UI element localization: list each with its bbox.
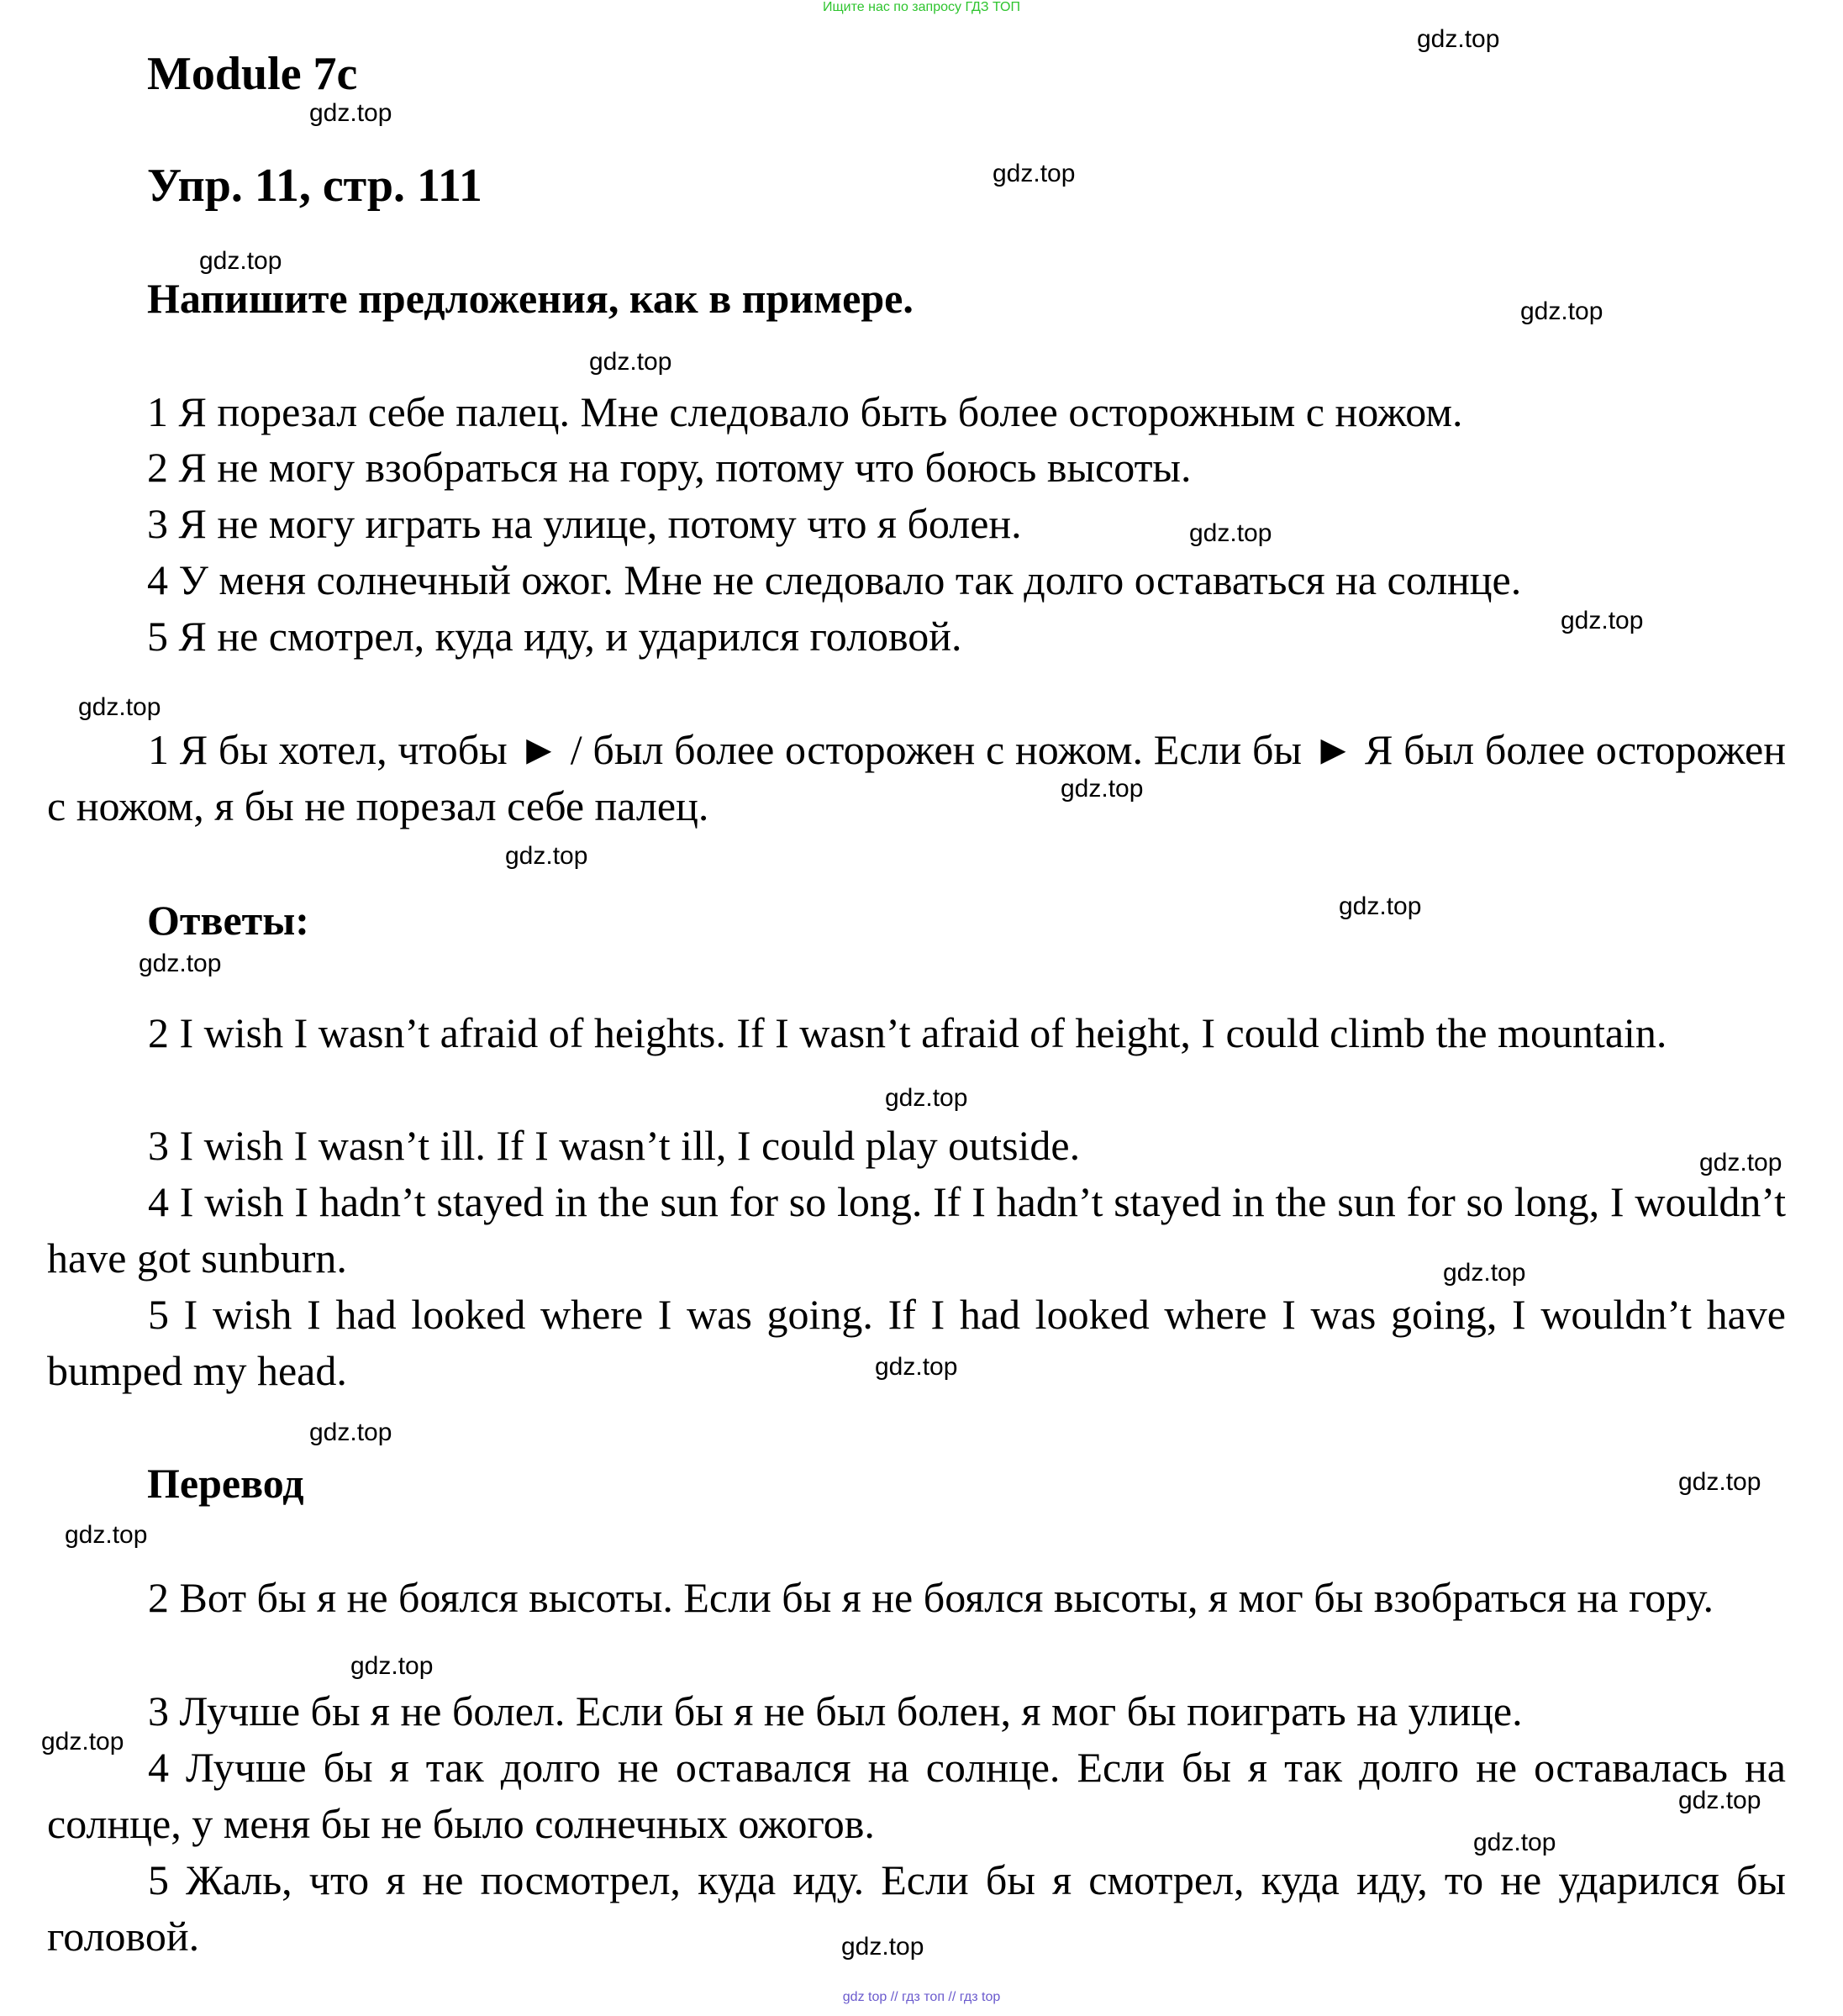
watermark: gdz.top: [1189, 519, 1272, 547]
translation-text: 2 Вот бы я не боялся высоты. Если бы я не боялся высоты, я мог бы взобраться на гору.: [148, 1574, 1714, 1621]
watermark: gdz.top: [885, 1084, 968, 1112]
answers-title: Ответы:: [147, 897, 309, 944]
answer-text: 5 I wish I had looked where I was going. If I had looked where I was going, I wouldn’t have bumped my head.: [47, 1291, 1786, 1394]
watermark: gdz.top: [505, 842, 588, 870]
answer-paragraph-2: [47, 1005, 1786, 1061]
watermark: gdz.top: [41, 1728, 124, 1755]
watermark: gdz.top: [65, 1521, 148, 1549]
translation-text: 5 Жаль, что я не посмотрел, куда иду. Если бы я смотрел, куда иду, то не ударился бы головой.: [47, 1856, 1786, 1960]
task-line-3: 3 Я не могу играть на улице, потому что я болен.: [147, 500, 1022, 547]
watermark: gdz.top: [841, 1933, 924, 1961]
watermark: gdz.top: [309, 1419, 392, 1446]
answer-paragraph-3: [47, 1118, 1786, 1174]
bottom-banner: gdz top // гдз топ // гдз top: [842, 1990, 1001, 2004]
task-line-1: 1 Я порезал себе палец. Мне следовало быть более осторожным с ножом.: [147, 388, 1463, 435]
watermark: gdz.top: [309, 99, 392, 127]
answer-text: 4 I wish I hadn’t stayed in the sun for so long. If I hadn’t stayed in the sun for so long, I wouldn’t have got sunburn.: [47, 1178, 1786, 1282]
instruction: Напишите предложения, как в примере.: [147, 275, 914, 322]
watermark: gdz.top: [1339, 892, 1422, 920]
watermark: gdz.top: [1417, 25, 1500, 53]
watermark: gdz.top: [1061, 775, 1144, 803]
answer-text: 2 I wish I wasn’t afraid of heights. If I wasn’t afraid of height, I could climb the mountain.: [148, 1009, 1667, 1056]
watermark: gdz.top: [199, 247, 282, 275]
watermark: gdz.top: [1520, 297, 1603, 325]
watermark: gdz.top: [875, 1353, 958, 1381]
watermark: gdz.top: [139, 950, 222, 977]
translation-text: 3 Лучше бы я не болел. Если бы я не был болен, я мог бы поиграть на улице.: [148, 1687, 1523, 1734]
exercise-title: Упр. 11, стр. 111: [147, 160, 482, 212]
task-line-4: 4 У меня солнечный ожог. Мне не следовало так долго оставаться на солнце.: [147, 556, 1522, 603]
watermark: gdz.top: [78, 693, 161, 721]
translation-paragraph-2: [47, 1570, 1786, 1626]
watermark: gdz.top: [993, 160, 1076, 187]
module-title: Module 7c: [147, 48, 358, 100]
watermark: gdz.top: [589, 348, 672, 376]
translation-title: Перевод: [147, 1460, 304, 1507]
example-paragraph: [47, 722, 1786, 834]
translation-text: 4 Лучше бы я так долго не оставался на солнце. Если бы я так долго не оставалась на солнце, у меня бы не было солнечных ожогов.: [47, 1744, 1786, 1847]
top-banner: Ищите нас по запросу ГДЗ ТОП: [823, 0, 1020, 14]
watermark: gdz.top: [1678, 1787, 1761, 1814]
watermark: gdz.top: [1678, 1468, 1761, 1496]
watermark: gdz.top: [1699, 1149, 1782, 1176]
watermark: gdz.top: [350, 1652, 434, 1680]
task-line-2: 2 Я не могу взобраться на гору, потому что боюсь высоты.: [147, 444, 1192, 491]
task-line-5: 5 Я не смотрел, куда иду, и ударился головой.: [147, 613, 962, 660]
answer-paragraph-5: [47, 1287, 1786, 1399]
translation-paragraph-3: [47, 1683, 1786, 1740]
watermark: gdz.top: [1473, 1829, 1556, 1856]
example-text: 1 Я бы хотел, чтобы ► / был более осторожен с ножом. Если бы ► Я был более осторожен с ножом, я бы не порезал себе палец.: [47, 726, 1786, 829]
answer-text: 3 I wish I wasn’t ill. If I wasn’t ill, I could play outside.: [148, 1122, 1081, 1169]
watermark: gdz.top: [1443, 1259, 1526, 1287]
watermark: gdz.top: [1561, 607, 1644, 634]
